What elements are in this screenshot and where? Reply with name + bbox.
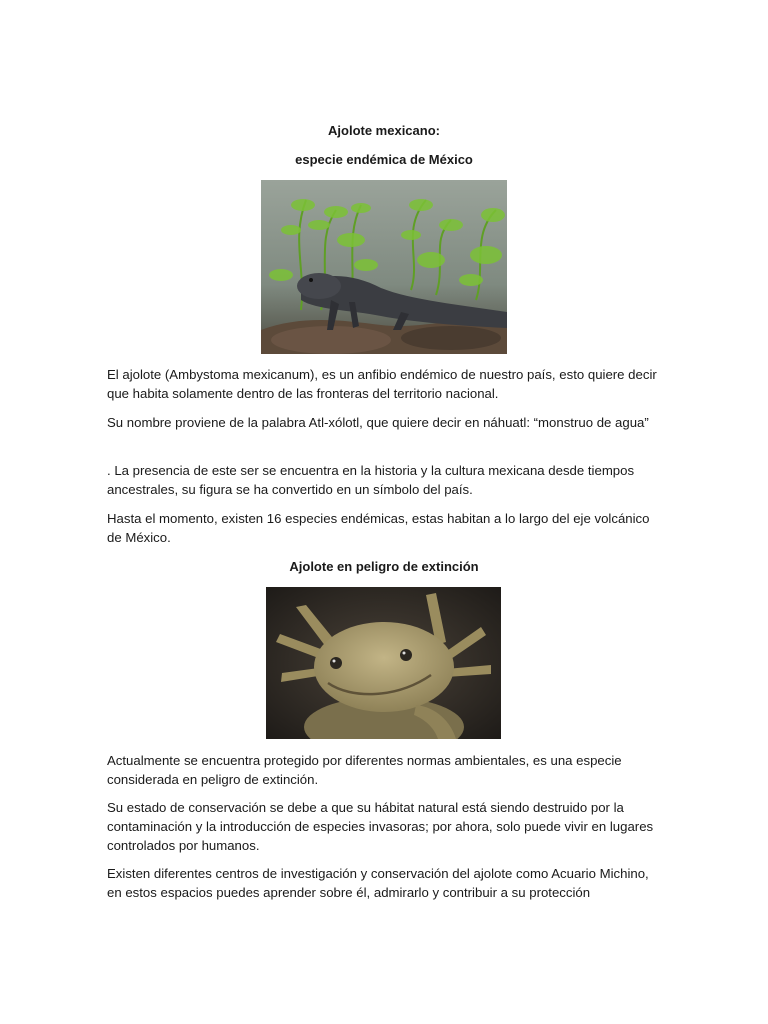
paragraph-4: Hasta el momento, existen 16 especies endémicas, estas habitan a lo largo del eje volcánico de México. (107, 511, 650, 545)
paragraph-1: El ajolote (Ambystoma mexicanum), es un anfibio endémico de nuestro país, esto quiere decir que habita solamente dentro de las fronteras del territorio nacional. (107, 367, 657, 401)
document-subtitle: especie endémica de México (295, 152, 473, 167)
dark-axolotl-illustration (261, 180, 507, 354)
paragraph-2: Su nombre proviene de la palabra Atl-xólotl, que quiere decir en náhuatl: “monstruo de agua” (107, 415, 649, 430)
axolotl-face-photo (266, 587, 501, 739)
section-heading: Ajolote en peligro de extinción (289, 559, 479, 574)
paragraph-7: Existen diferentes centros de investigación y conservación del ajolote como Acuario Michino, en estos espacios puedes aprender sobre él, admirarlo y contribuir a su protección (107, 866, 649, 900)
paragraph-6: Su estado de conservación se debe a que su hábitat natural está siendo destruido por la contaminación y la introducción de especies invasoras; por ahora, solo puede vivir en lugares controlados por humanos. (107, 800, 654, 853)
paragraph-5: Actualmente se encuentra protegido por diferentes normas ambientales, es una especie considerada en peligro de extinción. (107, 753, 622, 787)
dark-axolotl-photo (261, 180, 507, 354)
document-title: Ajolote mexicano: (328, 123, 440, 138)
paragraph-3: . La presencia de este ser se encuentra en la historia y la cultura mexicana desde tiempos ancestrales, su figura se ha convertido en un símbolo del país. (107, 463, 635, 497)
axolotl-face-illustration (266, 587, 501, 739)
